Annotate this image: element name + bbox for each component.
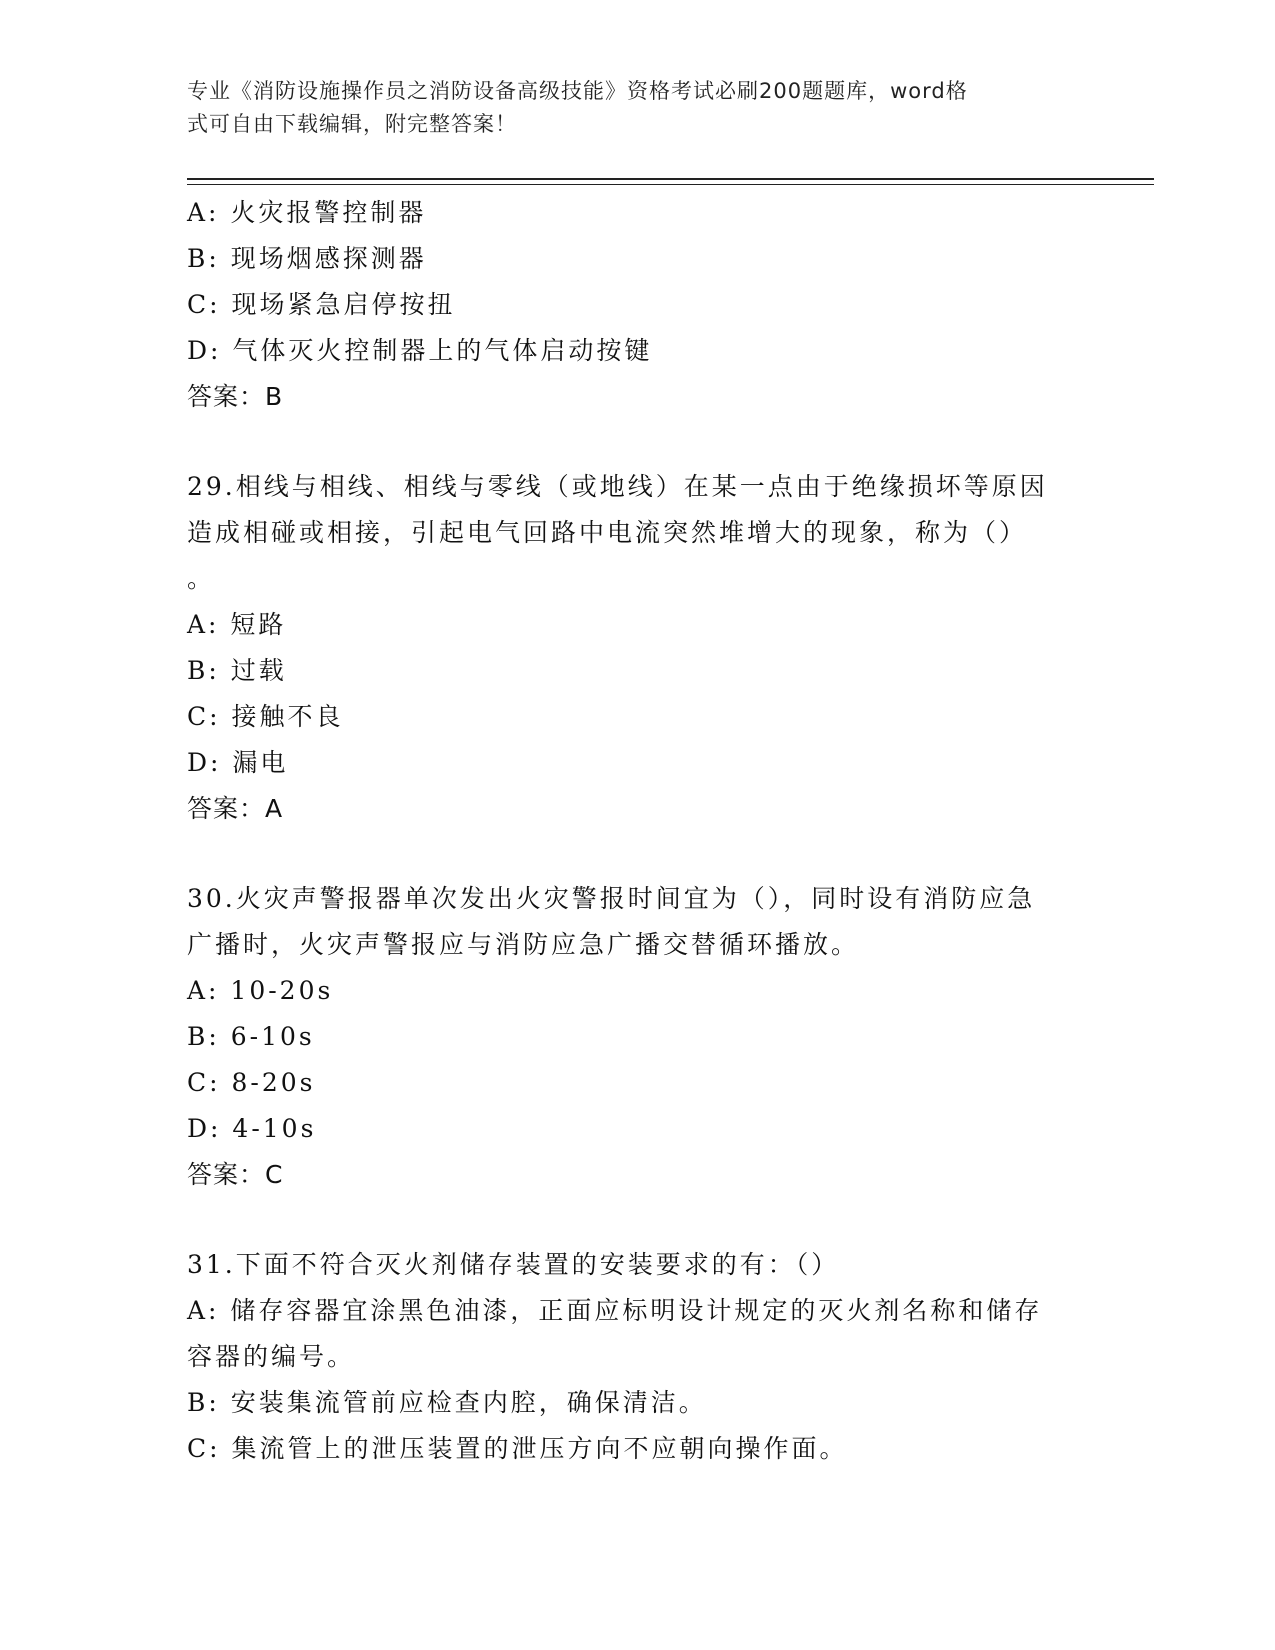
option-d: D: 漏电	[187, 748, 289, 777]
question-text-line: 30.火灾声警报器单次发出火灾警报时间宜为（），同时设有消防应急	[187, 884, 1036, 913]
option-a: A: 火灾报警控制器	[187, 198, 427, 227]
header-line-1: 专业《消防设施操作员之消防设备高级技能》资格考试必刷200题题库，word格	[187, 79, 968, 103]
header-line-2: 式可自由下载编辑，附完整答案！	[187, 112, 517, 136]
option-c: C: 集流管上的泄压装置的泄压方向不应朝向操作面。	[187, 1434, 848, 1463]
question-text-line: 。	[187, 564, 216, 593]
option-b: B: 过载	[187, 656, 287, 685]
answer-text: 答案：B	[187, 382, 284, 411]
option-a: A: 储存容器宜涂黑色油漆，正面应标明设计规定的灭火剂名称和储存	[187, 1296, 1043, 1325]
spacer	[187, 832, 1087, 876]
question-text-line: 广播时，火灾声警报应与消防应急广播交替循环播放。	[187, 930, 860, 959]
question-block-31	[187, 1242, 1087, 1472]
option-a-continued: 容器的编号。	[187, 1342, 356, 1371]
option-d: D: 4-10s	[187, 1114, 317, 1143]
spacer	[187, 1198, 1087, 1242]
option-d: D: 气体灭火控制器上的气体启动按键	[187, 336, 653, 365]
question-text-line: 29.相线与相线、相线与零线（或地线）在某一点由于绝缘损坏等原因	[187, 472, 1048, 501]
option-b: B: 6-10s	[187, 1022, 315, 1051]
question-block-29	[187, 464, 1087, 832]
question-text-line: 造成相碰或相接，引起电气回路中电流突然堆增大的现象，称为（）	[187, 518, 1028, 547]
answer-text: 答案：A	[187, 794, 284, 823]
document-header	[187, 75, 1067, 141]
document-body	[187, 190, 1087, 1472]
question-block-28	[187, 190, 1087, 420]
option-c: C: 8-20s	[187, 1068, 316, 1097]
option-a: A: 短路	[187, 610, 287, 639]
option-a: A: 10-20s	[187, 976, 334, 1005]
answer-text: 答案：C	[187, 1160, 284, 1189]
option-c: C: 现场紧急启停按扭	[187, 290, 456, 319]
question-block-30	[187, 876, 1087, 1198]
option-b: B: 现场烟感探测器	[187, 244, 427, 273]
option-c: C: 接触不良	[187, 702, 344, 731]
spacer	[187, 420, 1087, 464]
question-text-line: 31.下面不符合灭火剂储存装置的安装要求的有：（）	[187, 1250, 840, 1279]
option-b: B: 安装集流管前应检查内腔，确保清洁。	[187, 1388, 707, 1417]
header-divider-thin	[187, 184, 1154, 185]
header-divider-thick	[187, 178, 1154, 180]
